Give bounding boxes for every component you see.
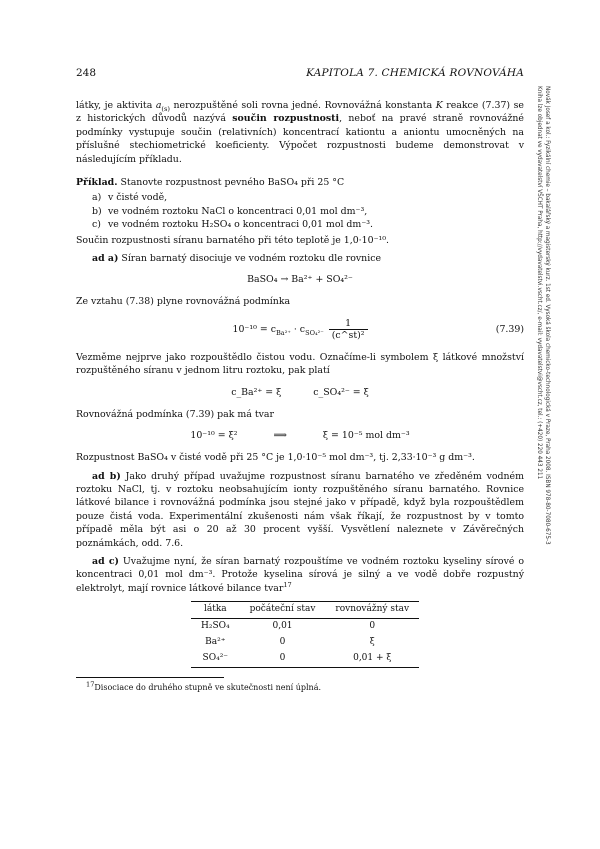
solubility-product-text: Součin rozpustnosti síranu barnatého při této teplotě je 1,0·10⁻¹⁰. bbox=[76, 234, 390, 246]
list-item: b) ve vodném roztoku NaCl o koncentraci 0,01 mol dm⁻³, bbox=[92, 205, 368, 217]
table-row: Ba²⁺ 0 ξ bbox=[205, 637, 375, 648]
side-note bbox=[535, 86, 551, 545]
equation-number: (7.39) bbox=[495, 323, 524, 335]
example-label: Příklad. bbox=[76, 177, 118, 189]
list-item: a) v čisté vodě, bbox=[92, 192, 168, 204]
fraction: $\frac{1}{\text{(c\textasciicircum{}st)²}}$ bbox=[329, 318, 368, 341]
from-equation-text: Ze vztahu (7.38) plyne rovnovážná podmínka bbox=[76, 296, 291, 308]
footnote: $^{17}$Disociace do druhého stupně ve skutečnosti není úplná. bbox=[86, 680, 322, 693]
intro-text-3: reakce (7.37) se z historických důvodů nazývá bbox=[76, 100, 524, 125]
reaction-equation: BaSO₄ → Ba²⁺ + SO₄²⁻ bbox=[247, 274, 353, 286]
side-note-line-1: Novák Josef a kol.: Fyzikální chemie – bakalářský a magisterský kurz. 1st ed. Vysoká škola chemicko-technologická v Praze, Praha 2008. ISBN 978-80-7080-675-3 bbox=[544, 86, 550, 545]
part-c-paragraph: ad c) Uvažujme nyní, že síran barnatý rozpouštíme ve vodném roztoku kyseliny sírové o koncentraci 0,01 mol dm⁻³. Protože kyselina sírová je silný a ve vodě dobře rozpustný elektrolyt, mají rovnice látkové bilance tvar$^{17}$ bbox=[76, 555, 524, 594]
part-a-intro: ad a) Síran barnatý disociuje ve vodném roztoku dle rovnice bbox=[92, 253, 382, 265]
intro-bold-term: součin rozpustnosti bbox=[232, 113, 340, 125]
table-header: látka bbox=[191, 602, 240, 619]
intro-text-2: nerozpuštěné soli rovna jedné. Rovnovážná konstanta bbox=[169, 100, 436, 111]
list-item: c) ve vodném roztoku H₂SO₄ o koncentraci 0,01 mol dm⁻³. bbox=[92, 219, 374, 231]
balance-table-wrap bbox=[76, 601, 524, 668]
condition-text: Rovnovážná podmínka (7.39) pak má tvar bbox=[76, 408, 274, 420]
example-task-text: Stanovte rozpustnost pevného BaSO₄ při 25 °C bbox=[120, 177, 345, 189]
chapter-title: KAPITOLA 7. CHEMICKÁ ROVNOVÁHA bbox=[306, 67, 524, 79]
part-a-label: ad a) bbox=[92, 253, 119, 265]
side-note-line-2: Kniha lze objednat ve vydavatelství VŠCHT Praha, http://vydavatelstvi.vscht.cz/, e-mail: vydavatelstvi@vscht.cz, tel.: (+420) 220 443 211 bbox=[536, 86, 542, 480]
footnote-rule bbox=[76, 677, 224, 678]
result-equation: 10⁻¹⁰ = ξ² ⟹ ξ = 10⁻⁵ mol dm⁻³ bbox=[190, 430, 410, 442]
page-content bbox=[76, 99, 524, 693]
intro-text-4: , neboť na pravé straně rovnovážné podmínky vystupuje součin (relativních) koncentrací kationtu a aniontu umocněných na příslušné stechiometrické koeficienty. Výpočet rozpustnosti budeme demonstrovat v následujícím příkladu. bbox=[76, 113, 524, 165]
table-row: SO₄²⁻ 0 0,01 + ξ bbox=[191, 651, 419, 668]
solvent-paragraph: Vezměme nejprve jako rozpouštědlo čistou vodu. Označíme-li symbolem ξ látkové množství rozpuštěného síranu v jednom litru roztoku, pak platí bbox=[76, 351, 524, 377]
balance-table bbox=[191, 601, 419, 668]
table-header-row bbox=[191, 602, 419, 619]
footnote-reference: 17 bbox=[283, 580, 292, 589]
table-header: počáteční stav bbox=[240, 602, 326, 619]
intro-symbol-k: K bbox=[435, 100, 443, 111]
example-list bbox=[92, 191, 524, 231]
part-b-label: ad b) bbox=[92, 470, 121, 482]
intro-paragraph: látky, je aktivita $a_{(s)}$ nerozpuštěné soli rovna jedné. Rovnovážná konstanta K reakce (7.37) se z historických důvodů nazývá součin rozpustnosti, neboť na pravé straně rovnovážné podmínky vystupuje součin (relativních) koncentrací kationtu a aniontu umocněných na příslušné stechiometrické koeficienty. Výpočet rozpustnosti budeme demonstrovat v následujícím příkladu. bbox=[76, 100, 524, 165]
concentration-equations: c_Ba²⁺ = ξ c_SO₄²⁻ = ξ bbox=[231, 386, 369, 398]
example-task bbox=[76, 176, 524, 189]
page-header bbox=[76, 67, 524, 81]
table-row: H₂SO₄ 0,01 0 bbox=[201, 621, 376, 632]
intro-text-1: látky, je aktivita bbox=[76, 100, 156, 111]
page-number: 248 bbox=[76, 67, 97, 79]
table-header: rovnovážný stav bbox=[325, 602, 419, 619]
equation-7-39: $10^{-10} = c_{Ba^{2+}} \cdot c_{SO_4^{2-}}$ $\frac{1}{\text{(c\textasciicircum{}st)²}}$ (7.39) bbox=[76, 315, 524, 345]
part-c-label: ad c) bbox=[92, 555, 119, 567]
part-b-paragraph: ad b) Jako druhý případ uvažujme rozpustnost síranu barnatého ve zředěném vodném roztoku NaCl, tj. v roztoku neobsahujícím ionty rozpuštěného síranu barnatého. Rovnice látkové bilance i rovnovážná podmínka jsou stejné jako v případě, když byla rozpouštědlem pouze čistá voda. Experimentální zkušenosti nám však říkají, že rozpustnost by v tomto případě měla být asi o 20 až 30 procent vyšší. Vysvětlení naleznete v Závěrečných poznámkách, odd. 7.6. bbox=[76, 470, 524, 549]
part-a-result: Rozpustnost BaSO₄ v čisté vodě při 25 °C je 1,0·10⁻⁵ mol dm⁻³, tj. 2,33·10⁻³ g dm⁻³. bbox=[76, 452, 475, 464]
